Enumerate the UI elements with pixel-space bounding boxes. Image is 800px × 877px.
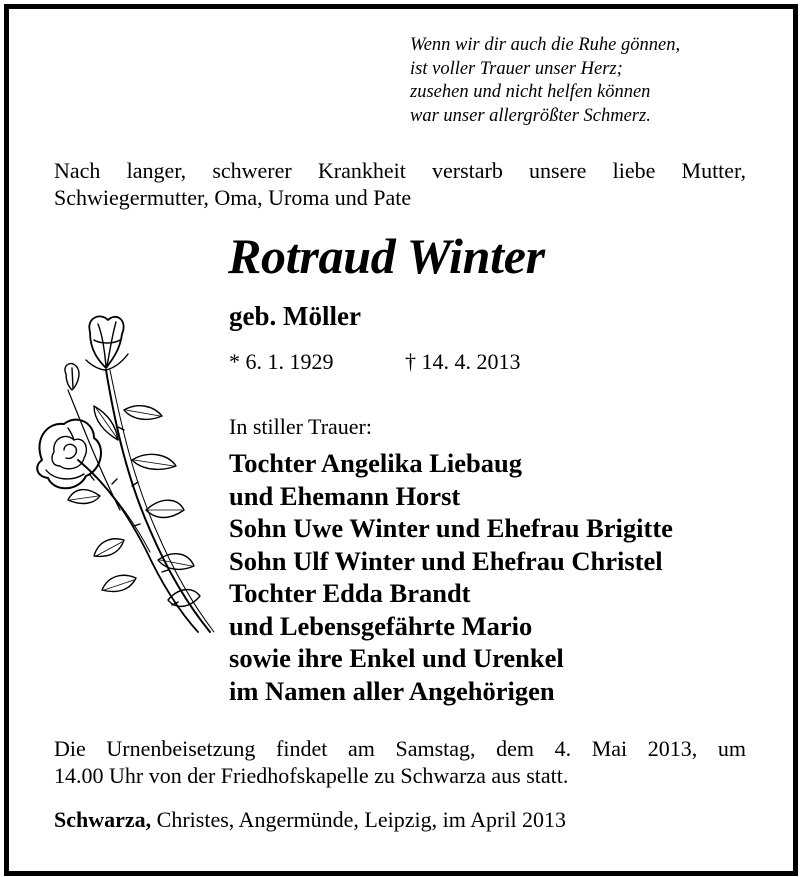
family-list — [229, 447, 673, 707]
funeral-line: 14.00 Uhr von der Friedhofskapelle zu Schwarza aus statt. — [54, 763, 569, 788]
intro-line: Nach langer, schwerer Krankheit verstarb unsere liebe Mutter, — [54, 158, 746, 183]
family-line: Sohn Uwe Winter und Ehefrau Brigitte — [229, 513, 673, 543]
family-line: Tochter Edda Brandt — [229, 578, 471, 608]
family-line: im Namen aller Angehörigen — [229, 675, 555, 706]
funeral-line: Die Urnenbeisetzung findet am Samstag, dem 4. Mai 2013, um — [54, 736, 746, 761]
life-dates — [229, 348, 521, 376]
mourning-label: In stiller Trauer: — [229, 414, 372, 439]
family-line: Sohn Ulf Winter und Ehefrau Christel — [229, 545, 663, 576]
family-line: Tochter Angelika Liebaug — [229, 448, 523, 478]
intro-text — [54, 157, 746, 211]
poem-line: ist voller Trauer unser Herz; — [410, 58, 623, 79]
family-line: und Lebensgefährte Mario — [229, 610, 533, 641]
intro-line: Schwiegermutter, Oma, Uroma und Pate — [54, 185, 412, 210]
poem-line: Wenn wir dir auch die Ruhe gönnen, — [410, 35, 681, 55]
birth-date: * 6. 1. 1929 — [229, 349, 334, 374]
family-line: und Ehemann Horst — [229, 480, 461, 511]
poem — [410, 34, 680, 128]
funeral-text — [54, 735, 746, 789]
maiden-name: geb. Möller — [229, 301, 361, 331]
family-line: sowie ihre Enkel und Urenkel — [229, 643, 564, 673]
place-date — [54, 806, 566, 834]
place-town: Schwarza, — [54, 807, 152, 832]
poem-line: zusehen und nicht helfen können — [410, 82, 651, 102]
deceased-name: Rotraud Winter — [228, 228, 545, 284]
death-date: † 14. 4. 2013 — [405, 349, 521, 374]
place-rest: Christes, Angermünde, Leipzig, im April 2013 — [151, 807, 567, 832]
rose-drawing-icon — [28, 310, 218, 640]
poem-line: war unser allergrößter Schmerz. — [410, 105, 651, 126]
